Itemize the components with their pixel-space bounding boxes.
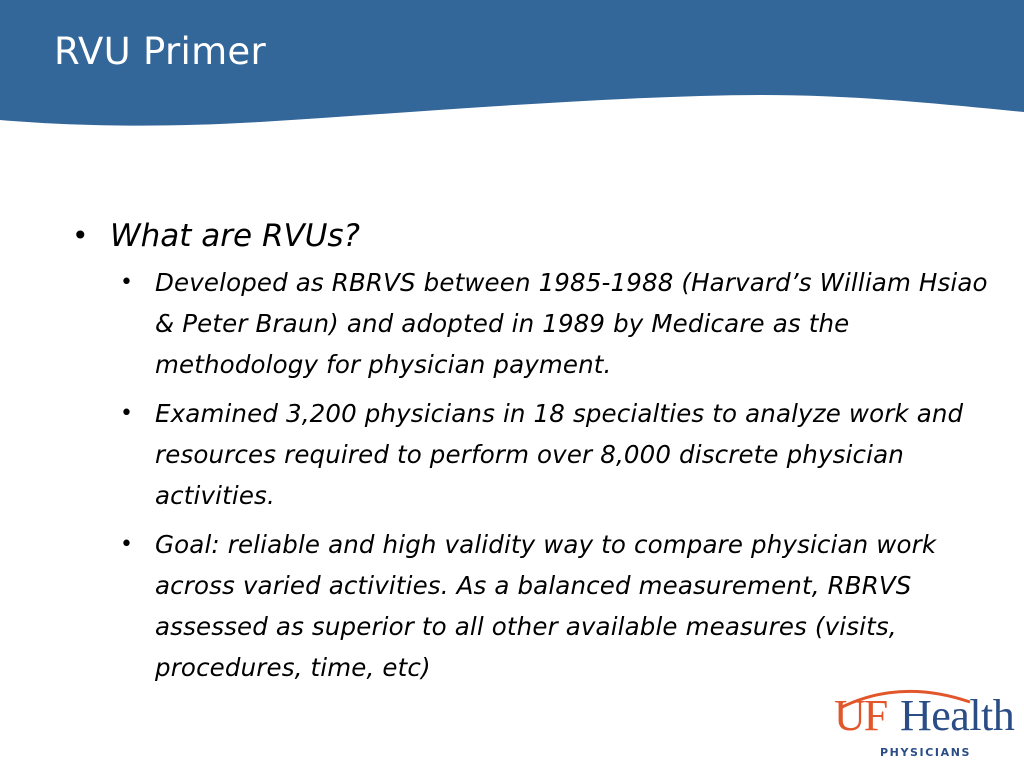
bullet-level-1 (72, 212, 992, 260)
sub-bullet-item (110, 393, 992, 516)
sub-bullet-text: Examined 3,200 physicians in 18 specialties to analyze work and resources required to perform over 8,000 discrete physician activities. (155, 399, 964, 510)
bullet-text: What are RVUs? (110, 218, 361, 254)
bullet-dot-icon: • (120, 532, 134, 557)
bullet-dot-icon: • (72, 219, 89, 252)
logo-subtitle: PHYSICIANS (880, 746, 972, 759)
sub-bullet-list (72, 262, 992, 688)
sub-bullet-item (110, 262, 992, 385)
uf-health-logo (830, 684, 1020, 768)
sub-bullet-text: Goal: reliable and high validity way to compare physician work across varied activities. As a balanced measurement, RBRVS assessed as superior to all other available measures (visits, procedures, time, etc) (155, 530, 937, 682)
bullet-dot-icon: • (120, 270, 134, 295)
sub-bullet-item (110, 524, 992, 688)
logo-uf-text: UF (834, 691, 887, 740)
bullet-dot-icon: • (120, 401, 134, 426)
slide-title: RVU Primer (54, 30, 267, 73)
sub-bullet-text: Developed as RBRVS between 1985-1988 (Harvard’s William Hsiao & Peter Braun) and adopted in 1989 by Medicare as the methodology for physician payment. (155, 268, 988, 379)
logo-health-text: Health (900, 691, 1015, 740)
slide-content (72, 212, 992, 696)
